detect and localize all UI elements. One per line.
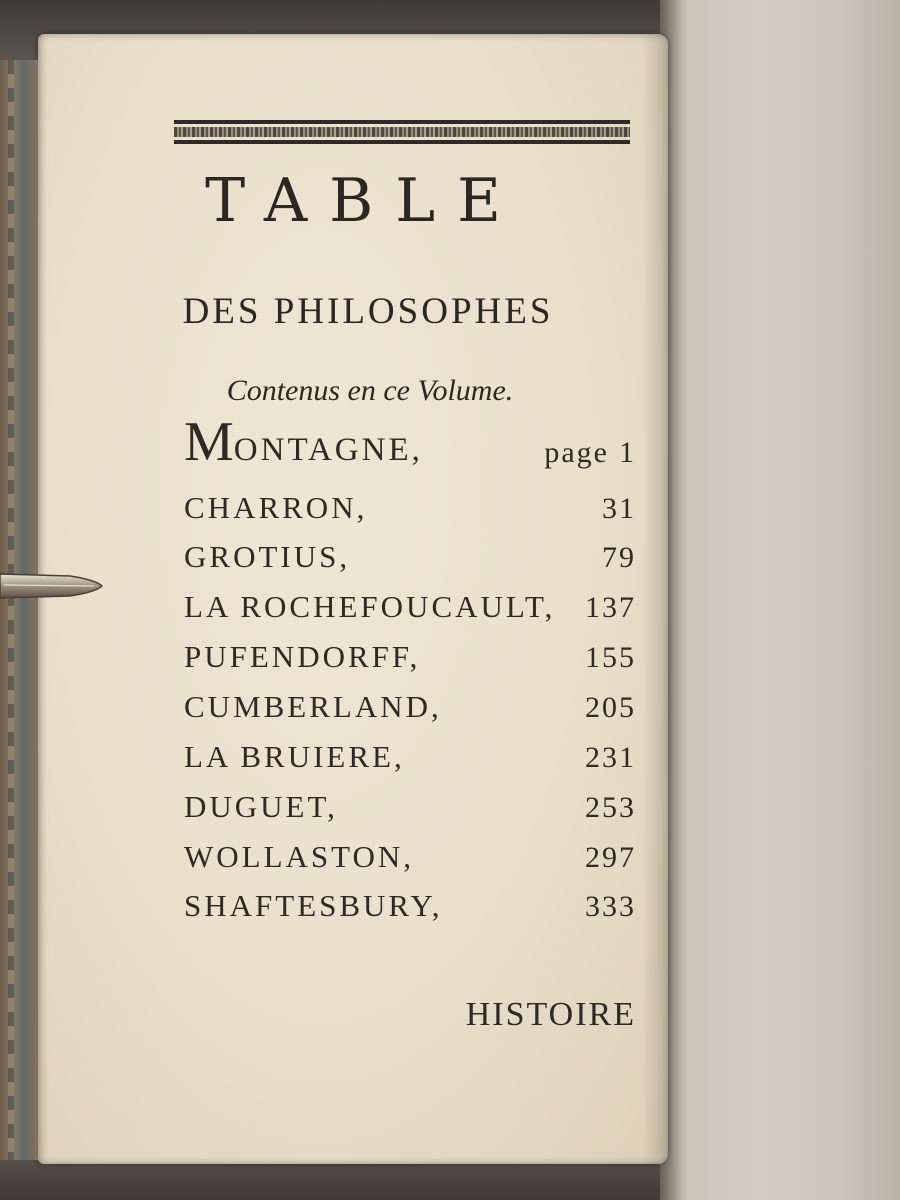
header-ornament [174,120,630,144]
entry-name: DUGUET, [184,789,338,824]
contents-entry [184,731,636,781]
page-caption: Contenus en ce Volume. [226,374,514,407]
book-page [38,34,668,1164]
entry-page-number: 155 [585,641,636,674]
catchword: HISTOIRE [465,996,636,1033]
entry-page-number: 31 [602,492,636,525]
facing-page [660,0,900,1200]
contents-entry [184,831,636,881]
contents-entry [184,781,636,831]
entry-name: MONTAGNE, [184,411,423,473]
contents-entry [184,631,636,681]
contents-entry [184,411,636,476]
contents-entry [184,681,636,731]
entry-name: CHARRON, [184,490,368,525]
contents-entry [184,581,636,631]
drop-cap: M [184,411,234,473]
metal-bookmark-icon [0,566,104,606]
entry-page-number: 253 [585,791,636,824]
entry-page-number: 231 [585,741,636,774]
entry-name: LA ROCHEFOUCAULT, [184,589,556,624]
entry-name: LA BRUIERE, [184,739,405,774]
book-fore-edge [0,60,42,1160]
entry-page-number: 79 [602,541,636,574]
contents-entry [184,482,636,532]
contents-entry [184,880,636,930]
entry-page-number: 297 [585,841,636,874]
entry-name: PUFENDORFF, [184,639,421,674]
entry-page-number: 137 [585,591,636,624]
entry-name: GROTIUS, [184,539,351,574]
contents-entry [184,531,636,581]
entry-name: WOLLASTON, [184,839,415,874]
entry-name: SHAFTESBURY, [184,888,443,923]
entry-page-number: page 1 [544,436,636,469]
entry-page-number: 205 [585,691,636,724]
entry-name: CUMBERLAND, [184,689,442,724]
entry-page-number: 333 [585,890,636,923]
page-subtitle: DES PHILOSOPHES [182,291,554,332]
page-title: TABLE [205,166,523,236]
